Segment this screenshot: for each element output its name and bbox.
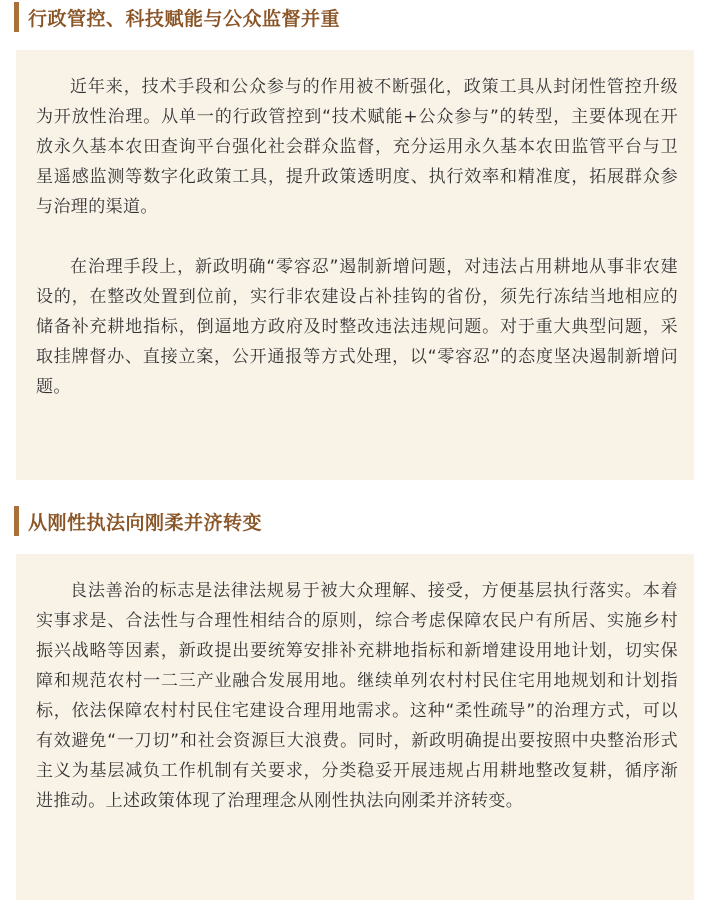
content-panel-2	[16, 554, 694, 900]
section-title-1: 行政管控、科技赋能与公众监督并重	[28, 7, 341, 30]
section-heading-2	[14, 506, 704, 536]
paragraph-2: 在治理手段上，新政明确“零容忍”遏制新增问题，对违法占用耕地从事非农建设的，在整改处置到位前，实行非农建设占补挂钩的省份，须先行冻结当地相应的储备补充耕地指标，倒逼地方政府及时整改违法违规问题。对于重大典型问题，采取挂牌督办、直接立案，公开通报等方式处理，以“零容忍”的态度坚决遏制新增问题。	[36, 257, 678, 397]
heading-accent-bar	[14, 506, 19, 536]
paragraph-1: 近年来，技术手段和公众参与的作用被不断强化，政策工具从封闭性管控升级为开放性治理。从单一的行政管控到“技术赋能+公众参与”的转型，主要体现在开放永久基本农田查询平台强化社会群众监督，充分运用永久基本农田监管平台与卫星遥感监测等数字化政策工具，提升政策透明度、执行效率和精准度，拓展群众参与治理的渠道。	[36, 77, 678, 217]
heading-accent-bar	[14, 2, 19, 32]
section-heading-1	[14, 2, 704, 32]
content-panel-1	[16, 50, 694, 480]
section-title-2: 从刚性执法向刚柔并济转变	[28, 511, 263, 534]
paragraph-3: 良法善治的标志是法律法规易于被大众理解、接受，方便基层执行落实。本着实事求是、合法性与合理性相结合的原则，综合考虑保障农民户有所居、实施乡村振兴战略等因素，新政提出要统筹安排补充耕地指标和新增建设用地计划，切实保障和规范农村一二三产业融合发展用地。继续单列农村村民住宅用地规划和计划指标，依法保障农村村民住宅建设合理用地需求。这种“柔性疏导”的治理方式，可以有效避免“一刀切”和社会资源巨大浪费。同时，新政明确提出要按照中央整治形式主义为基层减负工作机制有关要求，分类稳妥开展违规占用耕地整改复耕，循序渐进推动。上述政策体现了治理理念从刚性执法向刚柔并济转变。	[36, 581, 678, 811]
